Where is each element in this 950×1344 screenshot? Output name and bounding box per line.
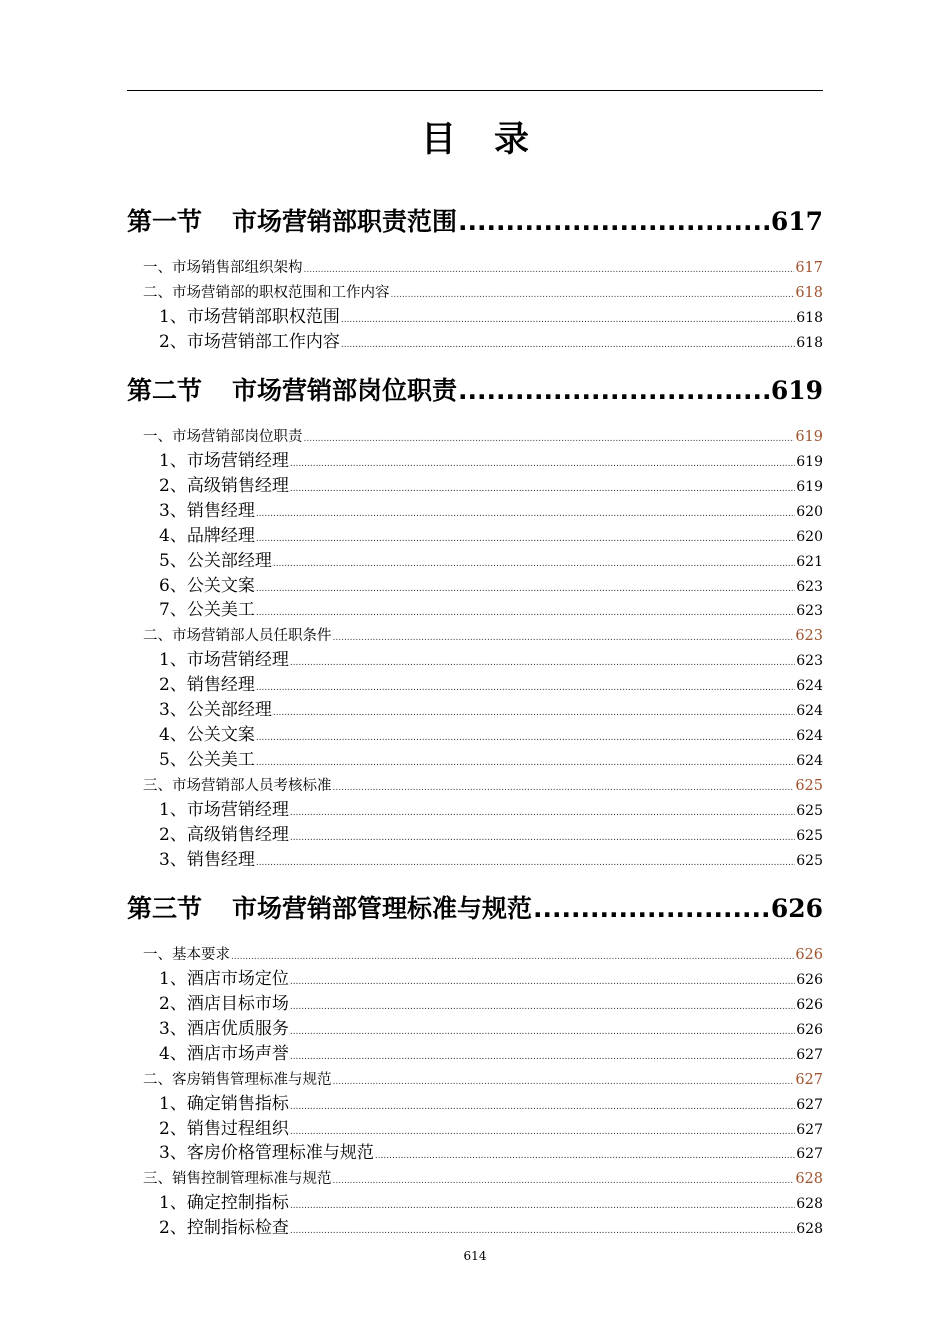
toc-item-label: 3、客房价格管理标准与规范 [159, 1143, 374, 1164]
toc-item-page: 621 [796, 553, 823, 570]
toc-item-page: 625 [796, 802, 823, 819]
toc-subsection-label: 二、客房销售管理标准与规范 [143, 1071, 332, 1088]
toc-item-entry[interactable] [127, 798, 823, 822]
toc-subsection-page: 628 [795, 1171, 823, 1188]
toc-section-page: 617 [770, 207, 823, 236]
toc-item-label: 3、酒店优质服务 [159, 1018, 289, 1039]
dot-leader [290, 801, 795, 825]
dot-leader [533, 892, 770, 926]
dot-leader [273, 701, 795, 725]
toc-subsection-entry[interactable] [127, 1168, 823, 1190]
toc-item-label: 3、销售经理 [159, 849, 255, 870]
dot-leader [290, 826, 795, 850]
toc-item-page: 624 [796, 752, 823, 769]
toc-item-entry[interactable] [127, 499, 823, 523]
toc-item-label: 2、销售过程组织 [159, 1118, 289, 1139]
toc-item-page: 623 [796, 653, 823, 670]
toc-item-page: 620 [796, 528, 823, 545]
toc-subsection-page: 618 [795, 285, 823, 301]
toc-item-label: 1、酒店市场定位 [159, 969, 289, 989]
toc-item-label: 1、确定控制指标 [159, 1193, 289, 1214]
toc-subsection-entry[interactable] [127, 282, 823, 304]
toc-subsection-entry[interactable] [127, 257, 823, 279]
toc-item-page: 625 [796, 852, 823, 869]
toc-item-page: 619 [796, 454, 823, 470]
dot-leader [391, 284, 795, 306]
dot-leader [333, 1170, 795, 1192]
dot-leader [304, 259, 795, 281]
toc-subsection-page: 623 [795, 628, 823, 645]
toc-item-page: 627 [796, 1146, 823, 1163]
toc-subsection-label: 一、市场营销部岗位职责 [143, 429, 303, 445]
dot-leader [458, 374, 770, 408]
header-rule [127, 90, 823, 91]
toc-item-page: 627 [796, 1121, 823, 1138]
toc-item-page: 627 [796, 1046, 823, 1063]
toc-subsection-entry[interactable] [127, 775, 823, 797]
dot-leader [375, 1144, 795, 1168]
dot-leader [333, 627, 795, 649]
toc-item-page: 626 [796, 1021, 823, 1038]
toc-item-label: 7、公关美工 [159, 600, 255, 621]
dot-leader [256, 577, 795, 601]
dot-leader [290, 651, 795, 675]
dot-leader [273, 552, 795, 576]
title-part-1: 目 [420, 120, 456, 160]
dot-leader [341, 333, 795, 357]
dot-leader [290, 1219, 795, 1243]
toc-subsection-page: 617 [795, 260, 823, 276]
toc-item-entry[interactable] [127, 967, 823, 991]
toc-item-entry[interactable] [127, 698, 823, 722]
toc-item-entry[interactable] [127, 1042, 823, 1066]
toc-item-page: 624 [796, 703, 823, 720]
toc-item-page: 623 [796, 603, 823, 620]
toc-section-title: 市场营销部职责范围 [232, 207, 458, 236]
toc-item-page: 623 [796, 578, 823, 595]
toc-item-label: 2、控制指标检查 [159, 1218, 289, 1239]
dot-leader [290, 1120, 795, 1144]
toc-subsection-label: 一、市场销售部组织架构 [143, 260, 303, 276]
toc-item-label: 5、公关部经理 [159, 550, 272, 571]
toc-section-number: 第三节 [127, 894, 203, 923]
toc-item-page: 628 [796, 1196, 823, 1213]
toc-item-entry[interactable] [127, 1216, 823, 1240]
toc-item-page: 619 [796, 478, 823, 495]
dot-leader [290, 1194, 795, 1218]
toc-section-page: 619 [770, 376, 823, 405]
toc-item-entry[interactable] [127, 823, 823, 847]
toc-subsection-label: 二、市场营销部的职权范围和工作内容 [143, 285, 390, 301]
dot-leader [256, 601, 795, 625]
toc-item-label: 4、公关文案 [159, 725, 255, 745]
toc-item-entry[interactable] [127, 305, 823, 329]
toc-subsection-page: 625 [795, 777, 823, 794]
toc-section-entry[interactable] [127, 374, 823, 408]
toc-item-entry[interactable] [127, 524, 823, 548]
toc-item-page: 628 [796, 1221, 823, 1238]
dot-leader [290, 970, 795, 994]
toc-section-title: 市场营销部管理标准与规范 [232, 894, 533, 923]
toc-item-label: 2、市场营销部工作内容 [159, 331, 340, 352]
toc-subsection-page: 627 [795, 1071, 823, 1088]
dot-leader [290, 1020, 795, 1044]
toc-item-entry[interactable] [127, 1117, 823, 1141]
dot-leader [290, 1095, 795, 1119]
toc-section-label [127, 892, 532, 926]
dot-leader [256, 751, 795, 775]
toc-item-label: 5、公关美工 [159, 749, 255, 770]
toc-section-label [127, 374, 457, 408]
toc-item-entry[interactable] [127, 474, 823, 498]
toc-item-entry[interactable] [127, 1141, 823, 1165]
toc-item-label: 3、销售经理 [159, 500, 255, 521]
toc-subsection-entry[interactable] [127, 1069, 823, 1091]
toc-item-entry[interactable] [127, 1017, 823, 1041]
toc-item-label: 1、市场营销经理 [159, 650, 289, 671]
toc-item-label: 3、公关部经理 [159, 700, 272, 721]
dot-leader [256, 502, 795, 526]
toc-item-label: 2、销售经理 [159, 675, 255, 696]
page-title [0, 112, 950, 162]
toc-item-entry[interactable] [127, 648, 823, 672]
toc-subsection-entry[interactable] [127, 426, 823, 448]
dot-leader [290, 477, 795, 501]
page-number: 614 [463, 1249, 487, 1263]
toc-item-label: 4、酒店市场声誉 [159, 1043, 289, 1064]
toc-item-entry[interactable] [127, 1191, 823, 1215]
dot-leader [256, 676, 795, 700]
toc-item-label: 1、市场营销经理 [159, 799, 289, 820]
toc-section-number: 第一节 [127, 207, 203, 236]
toc-subsection-entry[interactable] [127, 944, 823, 966]
toc-item-entry[interactable] [127, 848, 823, 872]
dot-leader [333, 777, 795, 799]
toc-item-label: 6、公关文案 [159, 575, 255, 596]
toc-section-entry[interactable] [127, 205, 823, 239]
toc-item-label: 4、品牌经理 [159, 525, 255, 546]
toc-item-page: 618 [796, 310, 823, 326]
toc-item-entry[interactable] [127, 449, 823, 473]
toc-subsection-label: 三、销售控制管理标准与规范 [143, 1171, 332, 1188]
toc-item-entry[interactable] [127, 673, 823, 697]
toc-item-page: 620 [796, 503, 823, 520]
toc-item-entry[interactable] [127, 1092, 823, 1116]
toc-section-number: 第二节 [127, 376, 203, 405]
toc-item-label: 2、酒店目标市场 [159, 993, 289, 1014]
toc-section-label [127, 205, 457, 239]
dot-leader [333, 1071, 795, 1093]
toc-subsection-label: 二、市场营销部人员任职条件 [143, 628, 332, 645]
toc-subsection-label: 一、基本要求 [143, 947, 230, 963]
dot-leader [341, 308, 795, 332]
toc-subsection-label: 三、市场营销部人员考核标准 [143, 777, 332, 794]
toc-item-label: 1、市场营销经理 [159, 451, 289, 471]
dot-leader [290, 452, 795, 476]
dot-leader [304, 428, 795, 450]
dot-leader [290, 995, 795, 1019]
dot-leader [256, 851, 795, 875]
dot-leader [231, 946, 794, 968]
toc-item-entry[interactable] [127, 992, 823, 1016]
dot-leader [256, 527, 795, 551]
toc-item-page: 625 [796, 827, 823, 844]
toc-item-entry[interactable] [127, 330, 823, 354]
dot-leader [290, 1045, 795, 1069]
toc-section-title: 市场营销部岗位职责 [232, 376, 458, 405]
toc-item-page: 624 [796, 728, 823, 744]
toc-item-entry[interactable] [127, 748, 823, 772]
toc-subsection-page: 626 [795, 947, 823, 963]
toc-item-entry[interactable] [127, 723, 823, 747]
toc-section-page: 626 [770, 894, 823, 923]
toc-subsection-entry[interactable] [127, 625, 823, 647]
toc-item-label: 2、高级销售经理 [159, 475, 289, 496]
toc-item-page: 626 [796, 996, 823, 1013]
toc-section-entry[interactable] [127, 892, 823, 926]
title-part-2: 录 [494, 120, 530, 160]
toc-item-page: 624 [796, 678, 823, 695]
toc-subsection-page: 619 [795, 429, 823, 445]
toc-item-page: 618 [796, 334, 823, 351]
toc-item-entry[interactable] [127, 598, 823, 622]
toc-item-page: 627 [796, 1096, 823, 1113]
toc-item-page: 626 [796, 972, 823, 988]
dot-leader [458, 205, 770, 239]
toc-item-label: 1、市场营销部职权范围 [159, 307, 340, 327]
toc-item-entry[interactable] [127, 574, 823, 598]
toc-item-label: 1、确定销售指标 [159, 1093, 289, 1114]
dot-leader [256, 726, 795, 750]
toc-item-label: 2、高级销售经理 [159, 824, 289, 845]
toc-item-entry[interactable] [127, 549, 823, 573]
